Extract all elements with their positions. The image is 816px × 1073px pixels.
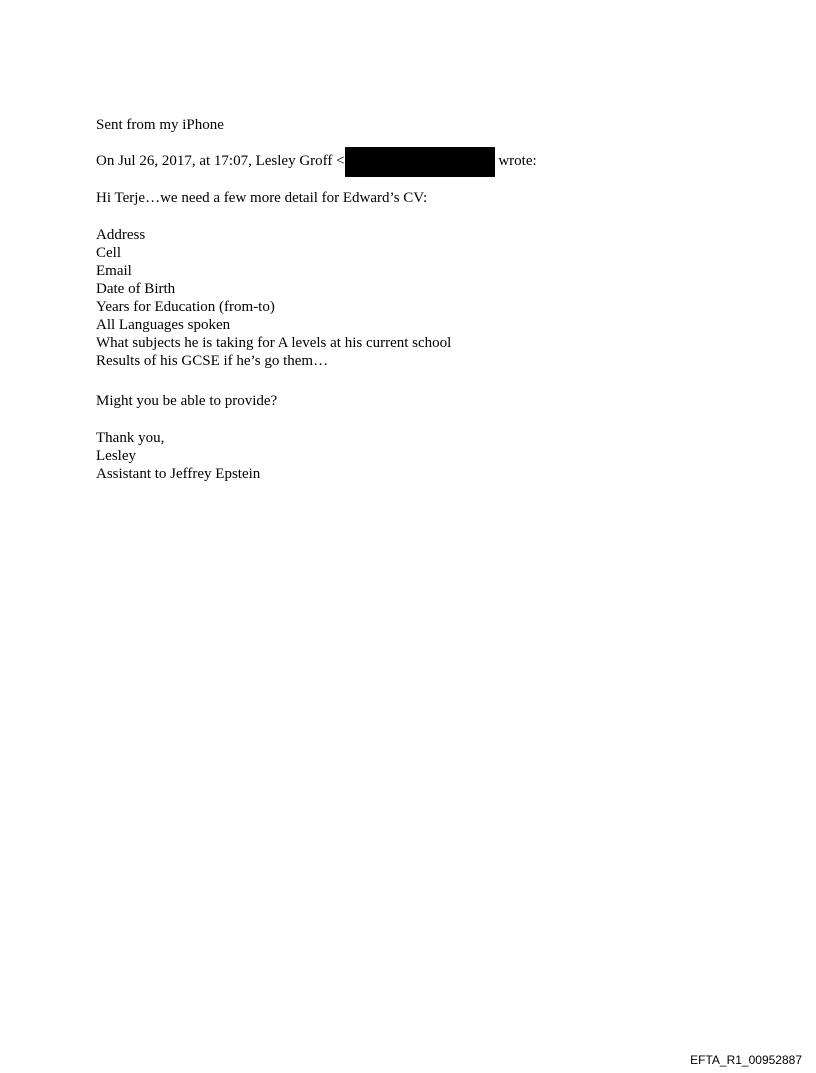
quote-header-suffix: wrote: [494,153,537,169]
list-item: Address [96,227,146,243]
closing-name: Lesley [96,448,136,464]
greeting-line [96,189,427,207]
sent-from-text: Sent from my iPhone [96,117,224,133]
requested-items-list [96,226,451,370]
greeting-text: Hi Terje…we need a few more detail for Edward’s CV: [96,190,428,206]
list-item: Results of his GCSE if he’s go them… [96,353,329,369]
list-item: All Languages spoken [96,317,231,333]
bates-number: EFTA_R1_00952887 [690,1053,802,1067]
closing-title: Assistant to Jeffrey Epstein [96,466,261,482]
closing-block [96,429,260,483]
quote-header [96,152,816,171]
list-item: Date of Birth [96,281,176,297]
list-item: Years for Education (from-to) [96,299,275,315]
closing-thanks: Thank you, [96,430,165,446]
redaction-box [345,147,495,177]
list-item: What subjects he is taking for A levels at his current school [96,335,452,351]
question-line [96,392,277,410]
sent-from-line [96,116,224,134]
list-item: Cell [96,245,121,261]
question-text: Might you be able to provide? [96,393,278,409]
quote-header-prefix: On Jul 26, 2017, at 17:07, Lesley Groff < [96,153,345,169]
list-item: Email [96,263,132,279]
